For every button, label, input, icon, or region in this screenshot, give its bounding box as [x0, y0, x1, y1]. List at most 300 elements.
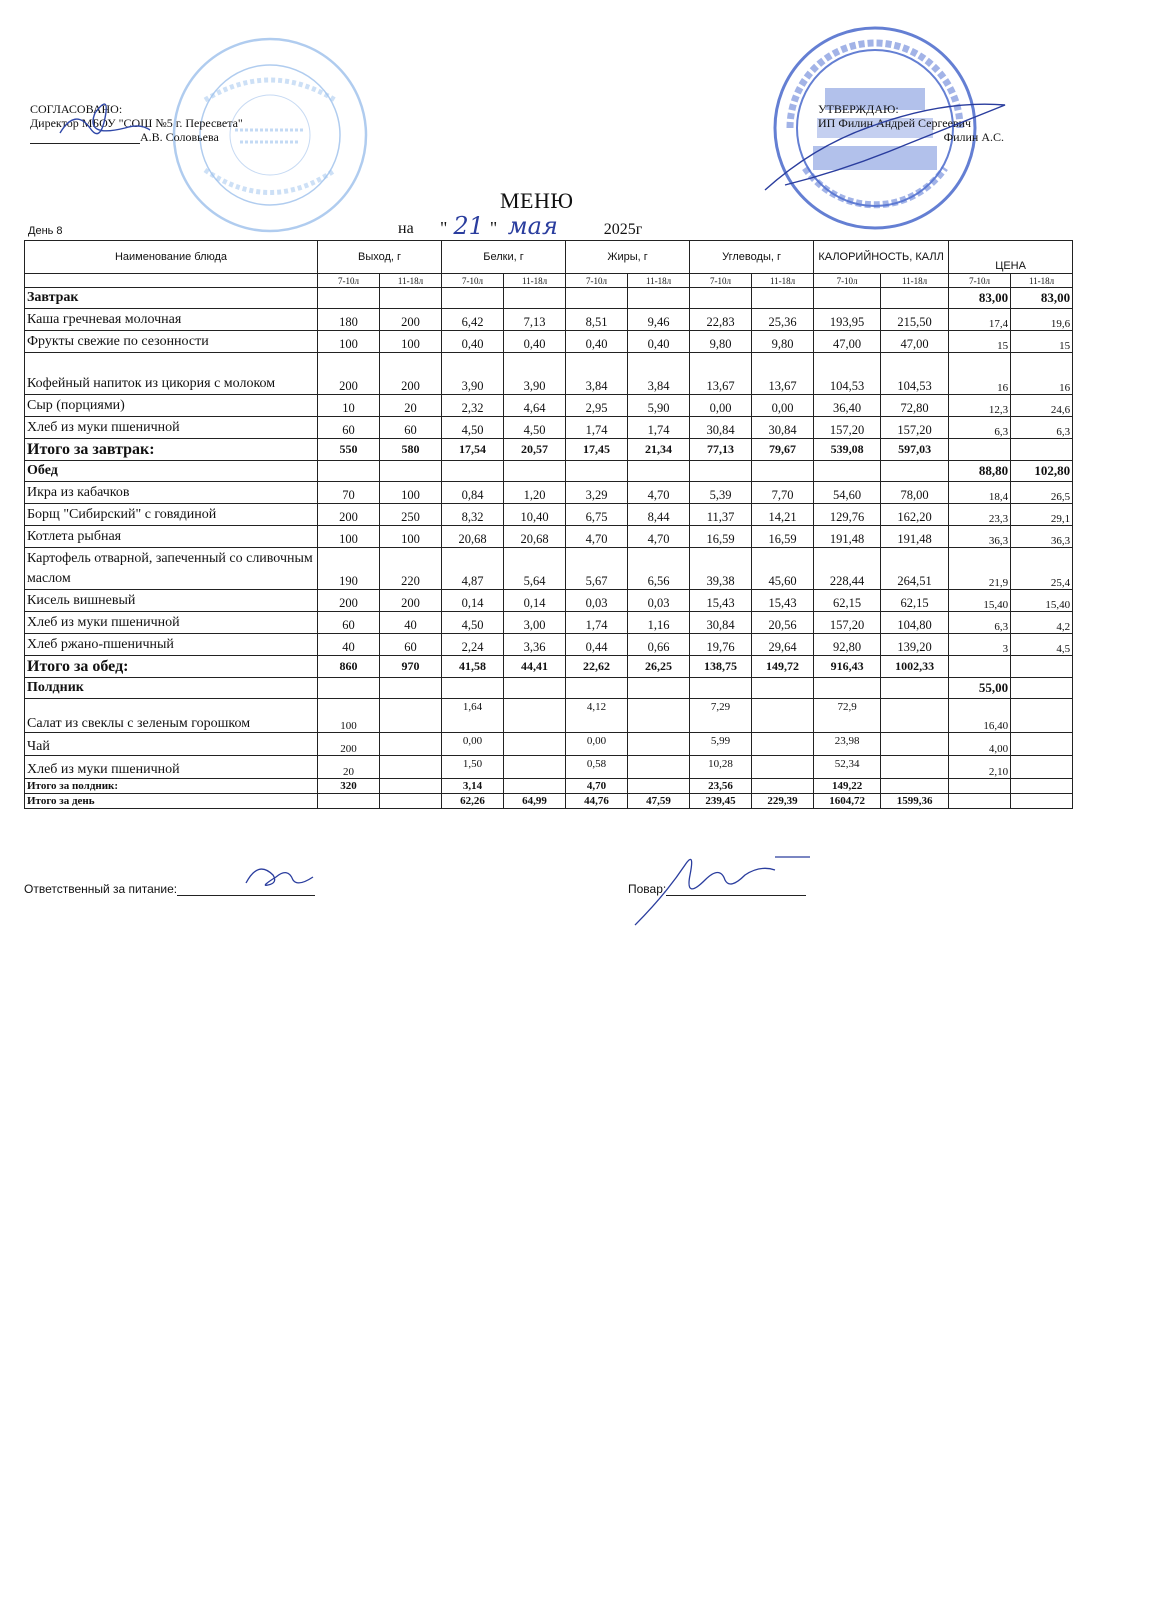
- value-cell: 5,64: [504, 548, 566, 590]
- value-cell: 4,87: [442, 548, 504, 590]
- date-quote-open: ": [440, 218, 448, 238]
- total-label: Итого за обед:: [25, 656, 318, 678]
- value-cell: 0,40: [566, 331, 628, 353]
- value-cell: 13,67: [690, 353, 752, 395]
- total-value: 1002,33: [881, 656, 949, 678]
- dish-name: Икра из кабачков: [25, 482, 318, 504]
- table-row: [25, 699, 1073, 733]
- value-cell: 250: [380, 504, 442, 526]
- col-protein: Белки, г: [442, 241, 566, 274]
- total-value: [318, 794, 380, 809]
- menu-body: [25, 288, 1073, 809]
- table-row: [25, 395, 1073, 417]
- value-cell: 16,59: [752, 526, 814, 548]
- total-value: 239,45: [690, 794, 752, 809]
- empty-cell: [504, 461, 566, 482]
- value-cell: 7,29: [690, 699, 752, 733]
- total-value: 62,26: [442, 794, 504, 809]
- total-value: 138,75: [690, 656, 752, 678]
- empty-cell: [628, 678, 690, 699]
- age-cell: [25, 274, 318, 288]
- value-cell: 70: [318, 482, 380, 504]
- total-value: 17,45: [566, 439, 628, 461]
- age-cell: 7-10л: [566, 274, 628, 288]
- dish-name: Хлеб из муки пшеничной: [25, 417, 318, 439]
- approval-left-name: А.В. Соловьева: [140, 130, 219, 144]
- empty-cell: [380, 461, 442, 482]
- value-cell: 1,16: [628, 612, 690, 634]
- value-cell: 72,80: [881, 395, 949, 417]
- table-row: [25, 482, 1073, 504]
- dish-name: Хлеб ржано-пшеничный: [25, 634, 318, 656]
- price-cell: 15,40: [1011, 590, 1073, 612]
- approval-right-position: ИП Филин Андрей Сергеевич: [818, 116, 972, 130]
- value-cell: 10,40: [504, 504, 566, 526]
- total-value: [504, 779, 566, 794]
- dish-name: Борщ "Сибирский" с говядиной: [25, 504, 318, 526]
- empty-cell: [814, 461, 881, 482]
- value-cell: [504, 733, 566, 756]
- value-cell: 5,99: [690, 733, 752, 756]
- total-value: 4,70: [566, 779, 628, 794]
- breakfast-total-row: [25, 439, 1073, 461]
- total-value: 1604,72: [814, 794, 881, 809]
- day-total-row: [25, 794, 1073, 809]
- total-value: [949, 656, 1011, 678]
- value-cell: 180: [318, 309, 380, 331]
- page-title: МЕНЮ: [500, 188, 574, 213]
- value-cell: [628, 699, 690, 733]
- value-cell: 0,14: [442, 590, 504, 612]
- empty-cell: [881, 678, 949, 699]
- value-cell: 15,43: [690, 590, 752, 612]
- dish-name: Сыр (порциями): [25, 395, 318, 417]
- total-value: 79,67: [752, 439, 814, 461]
- section-price-b: [1011, 678, 1073, 699]
- signature-cook: [625, 845, 815, 930]
- value-cell: 1,74: [566, 612, 628, 634]
- value-cell: 3,90: [504, 353, 566, 395]
- value-cell: 200: [318, 353, 380, 395]
- price-cell: [1011, 756, 1073, 779]
- value-cell: 16,59: [690, 526, 752, 548]
- value-cell: 4,70: [628, 482, 690, 504]
- value-cell: 0,00: [690, 395, 752, 417]
- total-value: 17,54: [442, 439, 504, 461]
- date-quote-close: ": [489, 218, 498, 238]
- table-row: [25, 309, 1073, 331]
- value-cell: 139,20: [881, 634, 949, 656]
- total-value: [881, 779, 949, 794]
- value-cell: 100: [380, 526, 442, 548]
- dish-name: Салат из свеклы с зеленым горошком: [25, 699, 318, 733]
- value-cell: 15,43: [752, 590, 814, 612]
- total-value: 64,99: [504, 794, 566, 809]
- table-row: [25, 634, 1073, 656]
- price-cell: 2,10: [949, 756, 1011, 779]
- empty-cell: [566, 678, 628, 699]
- value-cell: 4,12: [566, 699, 628, 733]
- value-cell: 0,40: [628, 331, 690, 353]
- empty-cell: [380, 288, 442, 309]
- price-cell: 6,3: [949, 612, 1011, 634]
- price-cell: 19,6: [1011, 309, 1073, 331]
- value-cell: 1,64: [442, 699, 504, 733]
- value-cell: 104,53: [814, 353, 881, 395]
- value-cell: 9,80: [690, 331, 752, 353]
- value-cell: 0,00: [752, 395, 814, 417]
- day-label: День 8: [28, 225, 63, 237]
- value-cell: 0,40: [442, 331, 504, 353]
- price-cell: 17,4: [949, 309, 1011, 331]
- table-row: [25, 417, 1073, 439]
- value-cell: 190: [318, 548, 380, 590]
- total-value: 23,56: [690, 779, 752, 794]
- value-cell: 20,68: [504, 526, 566, 548]
- value-cell: 9,46: [628, 309, 690, 331]
- lunch-total-row: [25, 656, 1073, 678]
- table-row: [25, 612, 1073, 634]
- price-cell: 15,40: [949, 590, 1011, 612]
- total-value: 597,03: [881, 439, 949, 461]
- empty-cell: [566, 288, 628, 309]
- value-cell: 2,24: [442, 634, 504, 656]
- approval-right-label: УТВЕРЖДАЮ:: [818, 102, 899, 116]
- dish-name: Кисель вишневый: [25, 590, 318, 612]
- value-cell: 200: [380, 353, 442, 395]
- section-price-b: 102,80: [1011, 461, 1073, 482]
- value-cell: 215,50: [881, 309, 949, 331]
- value-cell: 45,60: [752, 548, 814, 590]
- value-cell: [504, 756, 566, 779]
- signature-responsible: [238, 855, 318, 895]
- value-cell: 4,50: [442, 612, 504, 634]
- section-price-a: 88,80: [949, 461, 1011, 482]
- signature-right: [755, 85, 1025, 205]
- value-cell: [752, 699, 814, 733]
- table-row: [25, 504, 1073, 526]
- empty-cell: [881, 288, 949, 309]
- value-cell: [881, 733, 949, 756]
- age-cell: 7-10л: [814, 274, 881, 288]
- total-value: 22,62: [566, 656, 628, 678]
- value-cell: 92,80: [814, 634, 881, 656]
- value-cell: 0,84: [442, 482, 504, 504]
- approval-right-name: Филин А.С.: [943, 130, 1004, 144]
- approval-left-position: Директор МБОУ "СОШ №5 г. Пересвета": [30, 116, 243, 130]
- empty-cell: [690, 461, 752, 482]
- value-cell: 62,15: [881, 590, 949, 612]
- value-cell: 40: [318, 634, 380, 656]
- value-cell: 4,70: [566, 526, 628, 548]
- empty-cell: [628, 288, 690, 309]
- age-cell: 7-10л: [442, 274, 504, 288]
- table-row: [25, 353, 1073, 395]
- total-label: Итого за день: [25, 794, 318, 809]
- value-cell: 200: [380, 309, 442, 331]
- total-value: 229,39: [752, 794, 814, 809]
- total-value: [380, 794, 442, 809]
- total-value: 580: [380, 439, 442, 461]
- total-value: 47,59: [628, 794, 690, 809]
- value-cell: 0,03: [566, 590, 628, 612]
- total-value: 41,58: [442, 656, 504, 678]
- price-cell: 25,4: [1011, 548, 1073, 590]
- value-cell: 13,67: [752, 353, 814, 395]
- empty-cell: [814, 288, 881, 309]
- value-cell: 3,90: [442, 353, 504, 395]
- value-cell: 6,56: [628, 548, 690, 590]
- age-cell: 11-18л: [380, 274, 442, 288]
- total-value: 539,08: [814, 439, 881, 461]
- value-cell: 39,38: [690, 548, 752, 590]
- dish-name: Каша гречневая молочная: [25, 309, 318, 331]
- age-cell: 11-18л: [881, 274, 949, 288]
- section-row-lunch: [25, 461, 1073, 482]
- empty-cell: [442, 288, 504, 309]
- value-cell: 1,20: [504, 482, 566, 504]
- total-value: 20,57: [504, 439, 566, 461]
- value-cell: 100: [318, 699, 380, 733]
- value-cell: 52,34: [814, 756, 881, 779]
- value-cell: 0,03: [628, 590, 690, 612]
- menu-table: [24, 240, 1073, 809]
- value-cell: [380, 699, 442, 733]
- value-cell: [380, 756, 442, 779]
- section-row-snack: [25, 678, 1073, 699]
- value-cell: 104,80: [881, 612, 949, 634]
- price-cell: [1011, 733, 1073, 756]
- value-cell: 0,40: [504, 331, 566, 353]
- value-cell: 228,44: [814, 548, 881, 590]
- value-cell: 22,83: [690, 309, 752, 331]
- value-cell: 264,51: [881, 548, 949, 590]
- value-cell: 100: [380, 331, 442, 353]
- value-cell: 2,32: [442, 395, 504, 417]
- date-prefix: на: [398, 220, 414, 237]
- value-cell: 200: [318, 504, 380, 526]
- date-line: [440, 212, 642, 241]
- value-cell: 8,32: [442, 504, 504, 526]
- value-cell: 29,64: [752, 634, 814, 656]
- table-row: [25, 526, 1073, 548]
- total-value: [380, 779, 442, 794]
- total-value: 860: [318, 656, 380, 678]
- section-price-b: 83,00: [1011, 288, 1073, 309]
- value-cell: 200: [380, 590, 442, 612]
- empty-cell: [566, 461, 628, 482]
- value-cell: 30,84: [752, 417, 814, 439]
- price-cell: 29,1: [1011, 504, 1073, 526]
- total-value: [949, 439, 1011, 461]
- empty-cell: [814, 678, 881, 699]
- total-value: 44,41: [504, 656, 566, 678]
- empty-cell: [504, 678, 566, 699]
- value-cell: 20: [380, 395, 442, 417]
- dish-name: Картофель отварной, запеченный со сливочным маслом: [25, 548, 318, 590]
- value-cell: 5,67: [566, 548, 628, 590]
- section-title: Полдник: [25, 678, 318, 699]
- value-cell: 1,50: [442, 756, 504, 779]
- value-cell: 7,70: [752, 482, 814, 504]
- value-cell: 10: [318, 395, 380, 417]
- responsible-label: Ответственный за питание:: [24, 882, 178, 896]
- value-cell: 60: [380, 417, 442, 439]
- table-row: [25, 756, 1073, 779]
- price-cell: 24,6: [1011, 395, 1073, 417]
- age-cell: 11-18л: [752, 274, 814, 288]
- dish-name: Чай: [25, 733, 318, 756]
- section-price-a: 83,00: [949, 288, 1011, 309]
- total-value: [628, 779, 690, 794]
- value-cell: 36,40: [814, 395, 881, 417]
- value-cell: 72,9: [814, 699, 881, 733]
- value-cell: 6,75: [566, 504, 628, 526]
- dish-name: Кофейный напиток из цикория с молоком: [25, 353, 318, 395]
- empty-cell: [752, 678, 814, 699]
- value-cell: [628, 756, 690, 779]
- value-cell: 0,00: [442, 733, 504, 756]
- value-cell: [752, 733, 814, 756]
- price-cell: 4,2: [1011, 612, 1073, 634]
- value-cell: 3,84: [566, 353, 628, 395]
- price-cell: 4,5: [1011, 634, 1073, 656]
- value-cell: [504, 699, 566, 733]
- value-cell: 60: [318, 417, 380, 439]
- total-value: 26,25: [628, 656, 690, 678]
- value-cell: 8,44: [628, 504, 690, 526]
- value-cell: 1,74: [628, 417, 690, 439]
- value-cell: 30,84: [690, 612, 752, 634]
- price-cell: 36,3: [949, 526, 1011, 548]
- empty-cell: [690, 678, 752, 699]
- value-cell: 5,90: [628, 395, 690, 417]
- price-cell: 6,3: [1011, 417, 1073, 439]
- value-cell: 0,14: [504, 590, 566, 612]
- price-cell: [1011, 699, 1073, 733]
- age-row: [25, 274, 1073, 288]
- value-cell: 1,74: [566, 417, 628, 439]
- value-cell: 100: [318, 331, 380, 353]
- col-fat: Жиры, г: [566, 241, 690, 274]
- total-value: [752, 779, 814, 794]
- col-calories: КАЛОРИЙНОСТЬ, КАЛЛ: [814, 241, 949, 274]
- value-cell: 157,20: [814, 612, 881, 634]
- empty-cell: [442, 678, 504, 699]
- total-value: 1599,36: [881, 794, 949, 809]
- total-label: Итого за завтрак:: [25, 439, 318, 461]
- value-cell: 200: [318, 733, 380, 756]
- col-price: ЦЕНА: [949, 241, 1073, 274]
- value-cell: [628, 733, 690, 756]
- table-row: [25, 548, 1073, 590]
- dish-name: Хлеб из муки пшеничной: [25, 756, 318, 779]
- value-cell: 3,84: [628, 353, 690, 395]
- value-cell: 0,00: [566, 733, 628, 756]
- empty-cell: [752, 288, 814, 309]
- dish-name: Котлета рыбная: [25, 526, 318, 548]
- price-cell: 4,00: [949, 733, 1011, 756]
- empty-cell: [690, 288, 752, 309]
- price-cell: 18,4: [949, 482, 1011, 504]
- col-name: Наименование блюда: [25, 241, 318, 274]
- value-cell: 191,48: [881, 526, 949, 548]
- value-cell: 11,37: [690, 504, 752, 526]
- value-cell: 4,50: [504, 417, 566, 439]
- date-day: 21: [447, 212, 490, 241]
- signature-left: [55, 88, 155, 148]
- price-cell: 16: [949, 353, 1011, 395]
- section-title: Завтрак: [25, 288, 318, 309]
- total-value: [1011, 779, 1073, 794]
- value-cell: 2,95: [566, 395, 628, 417]
- value-cell: 5,39: [690, 482, 752, 504]
- value-cell: 157,20: [881, 417, 949, 439]
- total-value: [1011, 794, 1073, 809]
- date-year: 2025г: [603, 221, 643, 238]
- price-cell: 6,3: [949, 417, 1011, 439]
- age-cell: 7-10л: [690, 274, 752, 288]
- value-cell: 20,68: [442, 526, 504, 548]
- value-cell: 9,80: [752, 331, 814, 353]
- value-cell: 3,36: [504, 634, 566, 656]
- value-cell: 100: [318, 526, 380, 548]
- value-cell: 100: [380, 482, 442, 504]
- value-cell: 60: [380, 634, 442, 656]
- approval-left-label: СОГЛАСОВАНО:: [30, 102, 123, 116]
- price-cell: 15: [949, 331, 1011, 353]
- value-cell: 104,53: [881, 353, 949, 395]
- price-cell: 23,3: [949, 504, 1011, 526]
- section-price-a: 55,00: [949, 678, 1011, 699]
- value-cell: 60: [318, 612, 380, 634]
- age-cell: 11-18л: [504, 274, 566, 288]
- value-cell: 3,29: [566, 482, 628, 504]
- empty-cell: [504, 288, 566, 309]
- section-title: Обед: [25, 461, 318, 482]
- total-value: [949, 779, 1011, 794]
- value-cell: 19,76: [690, 634, 752, 656]
- col-carbs: Углеводы, г: [690, 241, 814, 274]
- value-cell: 200: [318, 590, 380, 612]
- value-cell: 220: [380, 548, 442, 590]
- dish-name: Хлеб из муки пшеничной: [25, 612, 318, 634]
- empty-cell: [318, 461, 380, 482]
- value-cell: 129,76: [814, 504, 881, 526]
- total-value: 149,22: [814, 779, 881, 794]
- total-label: Итого за полдник:: [25, 779, 318, 794]
- price-cell: 16: [1011, 353, 1073, 395]
- total-value: 320: [318, 779, 380, 794]
- value-cell: 193,95: [814, 309, 881, 331]
- price-cell: 21,9: [949, 548, 1011, 590]
- price-cell: 15: [1011, 331, 1073, 353]
- empty-cell: [318, 288, 380, 309]
- value-cell: 191,48: [814, 526, 881, 548]
- value-cell: 157,20: [814, 417, 881, 439]
- empty-cell: [752, 461, 814, 482]
- value-cell: 47,00: [814, 331, 881, 353]
- snack-total-row: [25, 779, 1073, 794]
- value-cell: 10,28: [690, 756, 752, 779]
- col-yield: Выход, г: [318, 241, 442, 274]
- table-row: [25, 733, 1073, 756]
- value-cell: 40: [380, 612, 442, 634]
- total-value: 916,43: [814, 656, 881, 678]
- value-cell: 20: [318, 756, 380, 779]
- price-cell: 12,3: [949, 395, 1011, 417]
- value-cell: 4,70: [628, 526, 690, 548]
